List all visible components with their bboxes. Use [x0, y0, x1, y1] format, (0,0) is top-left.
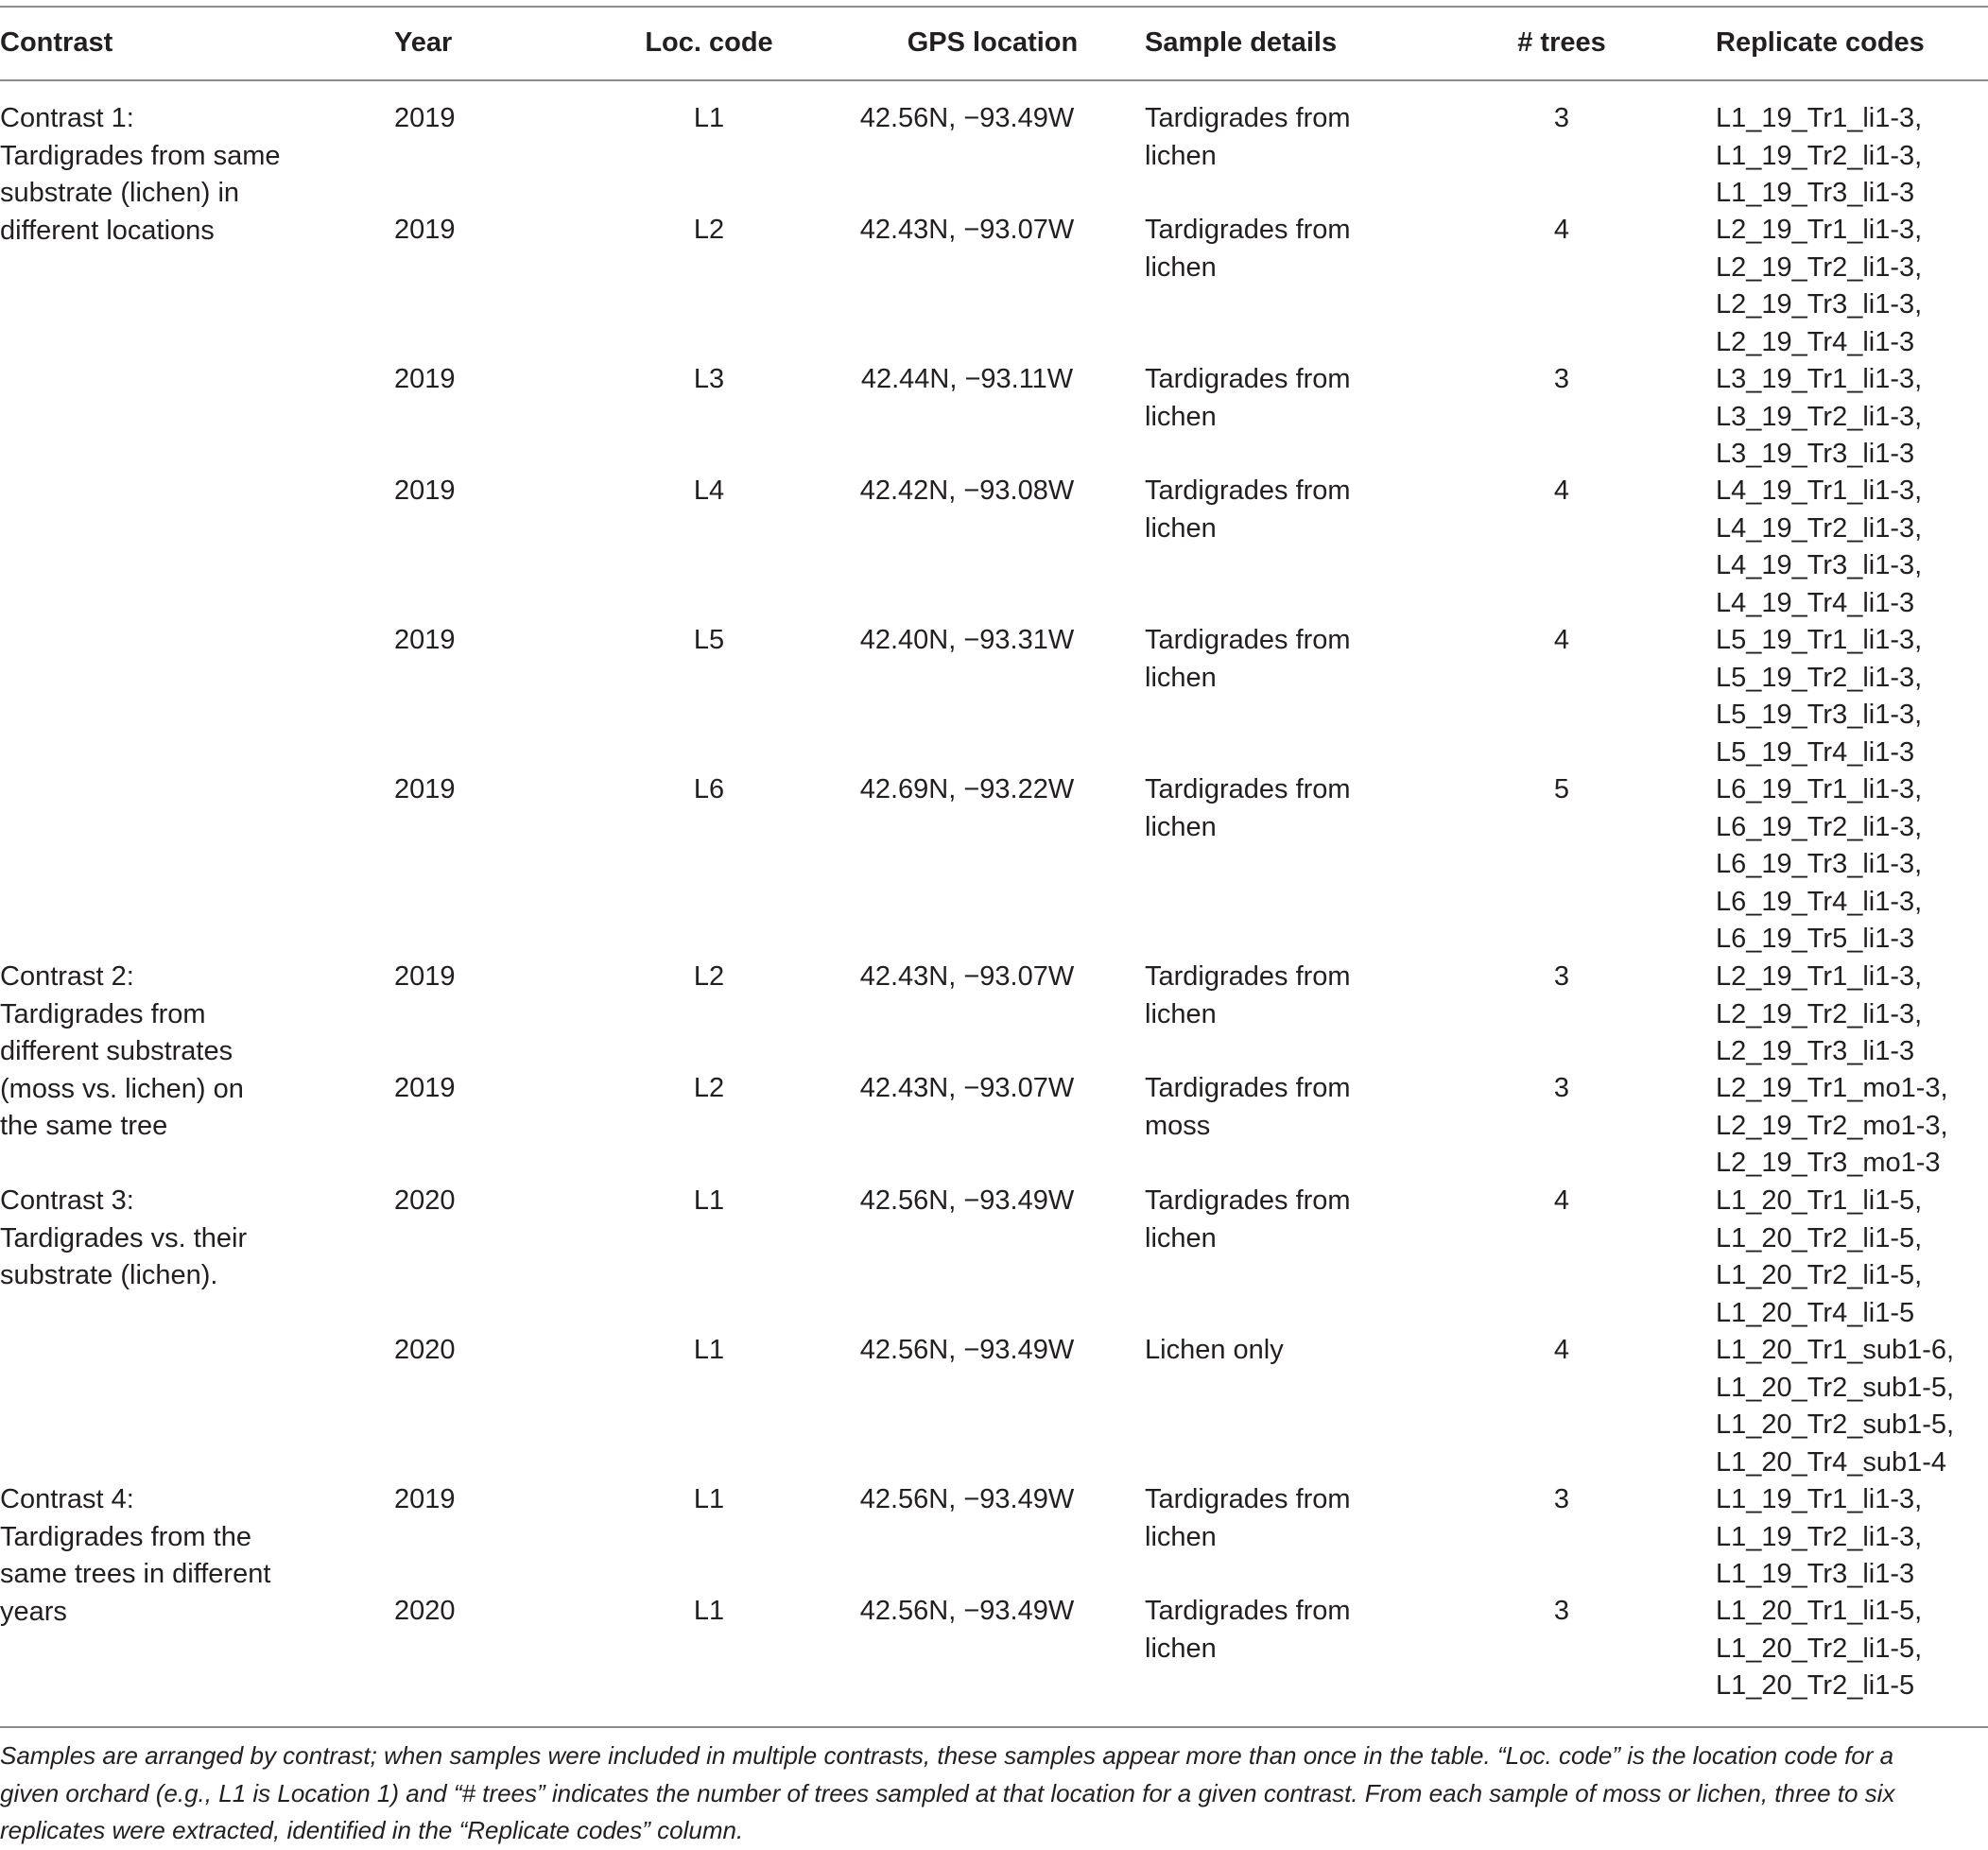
cell-gps-location: 42.40N, −93.31W [859, 625, 1075, 655]
cell-year: 2019 [394, 625, 456, 655]
cell-loc-code: L2 [693, 215, 725, 245]
cell-replicate-codes: L4_19_Tr1_li1-3, L4_19_Tr2_li1-3, L4_19_Tr3_li1-3, L4_19_Tr4_li1-3 [1716, 475, 1923, 618]
cell-gps-location: 42.43N, −93.07W [859, 1073, 1075, 1103]
cell-year: 2020 [394, 1185, 456, 1216]
cell-replicate-codes: L1_20_Tr1_li1-5, L1_20_Tr2_li1-5, L1_20_Tr2_li1-5, L1_20_Tr4_li1-5 [1716, 1185, 1923, 1328]
cell-trees: 3 [1553, 1073, 1570, 1103]
cell-gps-location: 42.56N, −93.49W [859, 1335, 1075, 1365]
cell-trees: 4 [1553, 1335, 1570, 1365]
header-replicate-codes: Replicate codes [1716, 27, 1925, 58]
cell-replicate-codes: L5_19_Tr1_li1-3, L5_19_Tr2_li1-3, L5_19_Tr3_li1-3, L5_19_Tr4_li1-3 [1716, 625, 1923, 768]
header-gps-location: GPS location [907, 27, 1079, 58]
cell-sample-details: Tardigrades from lichen [1145, 774, 1351, 842]
header-contrast: Contrast [0, 27, 113, 58]
cell-trees: 3 [1553, 1596, 1570, 1626]
cell-year: 2019 [394, 215, 456, 245]
cell-trees: 3 [1553, 961, 1570, 992]
table-header-row [0, 21, 1988, 68]
cell-loc-code: L2 [693, 961, 725, 992]
cell-loc-code: L1 [693, 1335, 725, 1365]
cell-gps-location: 42.56N, −93.49W [859, 1596, 1075, 1626]
table-top-rule [0, 6, 1988, 8]
cell-loc-code: L2 [693, 1073, 725, 1103]
cell-replicate-codes: L1_19_Tr1_li1-3, L1_19_Tr2_li1-3, L1_19_Tr3_li1-3 [1716, 1484, 1923, 1589]
cell-sample-details: Tardigrades from lichen [1145, 1185, 1351, 1254]
cell-year: 2019 [394, 1484, 456, 1514]
cell-sample-details: Tardigrades from lichen [1145, 475, 1351, 544]
cell-loc-code: L5 [693, 625, 725, 655]
cell-replicate-codes: L2_19_Tr1_li1-3, L2_19_Tr2_li1-3, L2_19_Tr3_li1-3 [1716, 961, 1923, 1066]
cell-trees: 4 [1553, 475, 1570, 506]
cell-gps-location: 42.56N, −93.49W [859, 1484, 1075, 1514]
cell-trees: 4 [1553, 215, 1570, 245]
cell-sample-details: Lichen only [1145, 1335, 1284, 1365]
cell-loc-code: L4 [693, 475, 725, 506]
contrast-label: Contrast 4: Tardigrades from the same trees in different years [0, 1484, 271, 1627]
cell-sample-details: Tardigrades from lichen [1145, 1484, 1351, 1552]
cell-replicate-codes: L2_19_Tr1_li1-3, L2_19_Tr2_li1-3, L2_19_Tr3_li1-3, L2_19_Tr4_li1-3 [1716, 215, 1923, 357]
header-loc-code: Loc. code [645, 27, 773, 58]
contrast-label: Contrast 2: Tardigrades from different substrates (moss vs. lichen) on the same tree [0, 961, 244, 1141]
cell-replicate-codes: L1_19_Tr1_li1-3, L1_19_Tr2_li1-3, L1_19_Tr3_li1-3 [1716, 103, 1923, 208]
header-year: Year [394, 27, 453, 58]
cell-year: 2019 [394, 364, 456, 394]
cell-sample-details: Tardigrades from lichen [1145, 103, 1351, 171]
cell-gps-location: 42.56N, −93.49W [859, 103, 1075, 133]
cell-loc-code: L1 [693, 103, 725, 133]
cell-trees: 5 [1553, 774, 1570, 804]
cell-gps-location: 42.69N, −93.22W [859, 774, 1075, 804]
cell-gps-location: 42.43N, −93.07W [859, 215, 1075, 245]
table-header-rule [0, 79, 1988, 81]
cell-replicate-codes: L6_19_Tr1_li1-3, L6_19_Tr2_li1-3, L6_19_Tr3_li1-3, L6_19_Tr4_li1-3, L6_19_Tr5_li1-3 [1716, 774, 1923, 954]
cell-sample-details: Tardigrades from lichen [1145, 364, 1351, 432]
cell-year: 2019 [394, 103, 456, 133]
cell-loc-code: L1 [693, 1596, 725, 1626]
header-trees: # trees [1517, 27, 1606, 58]
header-sample-details: Sample details [1145, 27, 1338, 58]
contrast-label: Contrast 3: Tardigrades vs. their substrate (lichen). [0, 1185, 248, 1290]
cell-replicate-codes: L1_20_Tr1_li1-5, L1_20_Tr2_li1-5, L1_20_Tr2_li1-5 [1716, 1596, 1923, 1701]
cell-trees: 4 [1553, 1185, 1570, 1216]
cell-replicate-codes: L3_19_Tr1_li1-3, L3_19_Tr2_li1-3, L3_19_Tr3_li1-3 [1716, 364, 1923, 469]
cell-year: 2020 [394, 1335, 456, 1365]
cell-replicate-codes: L2_19_Tr1_mo1-3, L2_19_Tr2_mo1-3, L2_19_Tr3_mo1-3 [1716, 1073, 1948, 1178]
cell-sample-details: Tardigrades from lichen [1145, 215, 1351, 283]
cell-sample-details: Tardigrades from moss [1145, 1073, 1351, 1141]
cell-replicate-codes: L1_20_Tr1_sub1-6, L1_20_Tr2_sub1-5, L1_20_Tr2_sub1-5, L1_20_Tr4_sub1-4 [1716, 1335, 1955, 1478]
cell-loc-code: L1 [693, 1484, 725, 1514]
cell-sample-details: Tardigrades from lichen [1145, 961, 1351, 1029]
cell-gps-location: 42.42N, −93.08W [859, 475, 1075, 506]
cell-gps-location: 42.44N, −93.11W [860, 364, 1074, 394]
table-footnote: Samples are arranged by contrast; when samples were included in multiple contrasts, these samples appear more than once in the table. “Loc. code” is the location code for a given orchard (e.g., L1 is Location 1) and “# trees” indicates the number of trees sampled at that location for a given contrast. From each sample of moss or lichen, three to six replicates were extracted, identified in the “Replicate codes” column. [0, 1741, 1895, 1844]
cell-trees: 4 [1553, 625, 1570, 655]
cell-loc-code: L3 [693, 364, 725, 394]
cell-year: 2019 [394, 774, 456, 804]
cell-trees: 3 [1553, 364, 1570, 394]
cell-trees: 3 [1553, 103, 1570, 133]
cell-year: 2019 [394, 475, 456, 506]
cell-sample-details: Tardigrades from lichen [1145, 625, 1351, 693]
cell-gps-location: 42.56N, −93.49W [859, 1185, 1075, 1216]
cell-year: 2020 [394, 1596, 456, 1626]
contrast-label: Contrast 1: Tardigrades from same substrate (lichen) in different locations [0, 103, 281, 246]
cell-loc-code: L1 [693, 1185, 725, 1216]
cell-year: 2019 [394, 961, 456, 992]
table-bottom-rule [0, 1726, 1988, 1728]
cell-loc-code: L6 [693, 774, 725, 804]
cell-sample-details: Tardigrades from lichen [1145, 1596, 1351, 1664]
cell-year: 2019 [394, 1073, 456, 1103]
cell-trees: 3 [1553, 1484, 1570, 1514]
cell-gps-location: 42.43N, −93.07W [859, 961, 1075, 992]
